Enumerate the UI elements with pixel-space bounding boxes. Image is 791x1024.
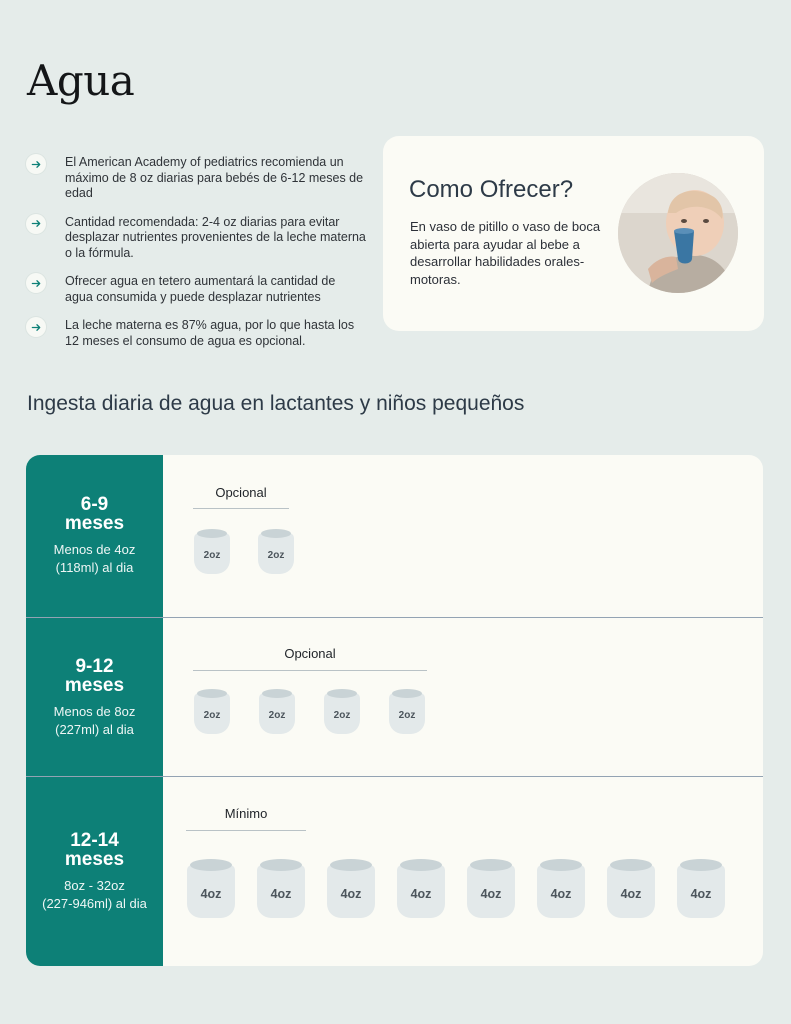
cup-icon — [324, 688, 360, 734]
bullet-text: La leche materna es 87% agua, por lo que hasta los 12 meses el consumo de agua es opcional. — [65, 318, 355, 348]
bullet-item — [26, 215, 366, 262]
bullet-text: El American Academy of pediatrics recomienda un máximo de 8 oz diarias para bebés de 6-12 meses de edad — [65, 155, 364, 200]
arrow-right-icon — [26, 154, 46, 174]
cup-icon — [607, 858, 655, 918]
cup-icon — [677, 858, 725, 918]
cup-icon — [259, 688, 295, 734]
arrow-right-icon — [26, 214, 46, 234]
amount-line-2: (227-946ml) al dia — [42, 896, 147, 911]
card-title: Como Ofrecer? — [409, 176, 574, 203]
table-row — [26, 617, 763, 777]
amount-line-1: Menos de 8oz — [53, 703, 136, 719]
amount-line-1: Menos de 4oz — [53, 542, 136, 557]
divider — [186, 830, 306, 831]
cup-icon — [389, 688, 425, 734]
age-label: 12-14 meses — [64, 830, 125, 870]
cup-label: 4oz — [480, 887, 502, 901]
bullet-item — [26, 155, 366, 202]
card-text: En vaso de pitillo o vaso de boca abierta para ayudar al bebe a desarrollar habilidades orales-motoras. — [410, 219, 601, 287]
cup-icon — [194, 528, 230, 574]
section-title: Ingesta diaria de agua en lactantes y niños pequeños — [27, 392, 525, 415]
amount-line-2: (118ml) al dia — [55, 560, 134, 575]
bullet-list — [26, 155, 366, 362]
how-to-offer-card — [383, 136, 764, 331]
group-label: Mínimo — [224, 806, 268, 821]
cup-icon — [327, 858, 375, 918]
bullet-item — [26, 274, 366, 305]
cup-icon — [397, 858, 445, 918]
amount-line-2: (227ml) al dia — [55, 721, 134, 737]
cup-label: 4oz — [550, 887, 572, 901]
arrow-right-icon — [26, 273, 46, 293]
cup-icon — [187, 858, 235, 918]
cup-label: 2oz — [203, 710, 221, 721]
age-label: 9-12 meses — [64, 655, 125, 696]
cup-label: 2oz — [267, 550, 285, 561]
amount-line-1: 8oz - 32oz — [64, 878, 125, 893]
cup-icon — [467, 858, 515, 918]
cup-label: 4oz — [690, 887, 712, 901]
divider — [193, 508, 289, 509]
cup-label: 4oz — [620, 887, 642, 901]
cup-icon — [194, 688, 230, 734]
cup-icon — [258, 528, 294, 574]
cup-label: 2oz — [333, 710, 351, 721]
cup-label: 4oz — [340, 887, 362, 901]
bullet-text: Ofrecer agua en tetero aumentará la cantidad de agua consumida y puede desplazar nutrientes — [65, 274, 336, 304]
page-title: Agua — [27, 56, 135, 105]
arrow-right-icon — [26, 317, 46, 337]
cup-icon — [257, 858, 305, 918]
cup-label: 4oz — [200, 887, 222, 901]
age-cell — [26, 618, 163, 777]
table-row — [26, 455, 763, 617]
cup-label: 2oz — [398, 710, 416, 721]
group-label: Opcional — [215, 485, 267, 500]
group-label: Opcional — [284, 646, 336, 661]
baby-drinking-photo — [618, 173, 738, 293]
cup-label: 4oz — [410, 887, 432, 901]
intake-table — [26, 455, 763, 966]
table-row — [26, 776, 763, 966]
age-label: 6-9 meses — [64, 494, 125, 534]
divider — [193, 670, 427, 671]
cup-icon — [537, 858, 585, 918]
bullet-text: Cantidad recomendada: 2-4 oz diarias para evitar desplazar nutrientes provenientes de la leche materna o la fórmula. — [65, 214, 366, 260]
cup-label: 2oz — [268, 710, 286, 721]
cup-label: 2oz — [203, 550, 221, 561]
age-cell — [26, 455, 163, 617]
age-cell — [26, 777, 163, 966]
cup-label: 4oz — [270, 887, 292, 901]
bullet-item — [26, 318, 366, 349]
